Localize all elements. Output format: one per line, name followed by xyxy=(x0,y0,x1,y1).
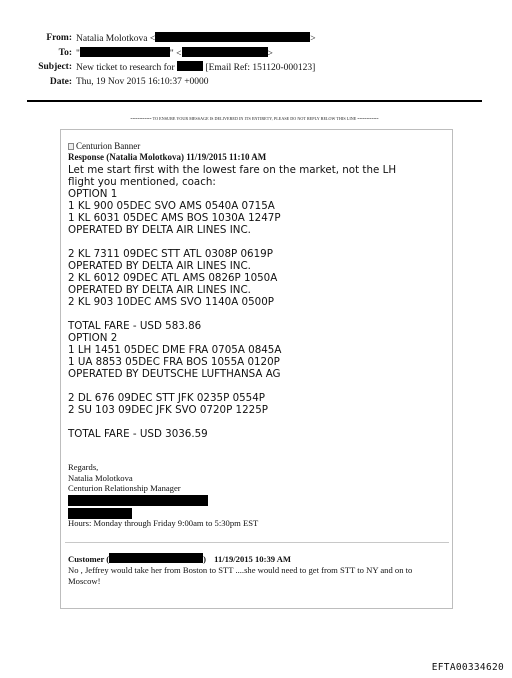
subject-label: Subject: xyxy=(38,62,72,72)
itinerary-body xyxy=(68,164,448,440)
itinerary-line: 2 SU 103 09DEC JFK SVO 0720P 1225P xyxy=(68,404,268,416)
message-box xyxy=(60,129,453,609)
message-separator xyxy=(65,542,449,543)
date-value: Thu, 19 Nov 2015 16:10:37 +0000 xyxy=(76,76,209,87)
centurion-banner xyxy=(68,141,140,151)
itinerary-line: 2 DL 676 09DEC STT JFK 0235P 0554P xyxy=(68,392,265,404)
customer-message: No , Jeffrey would take her from Boston to STT ....she would need to get from STT to NY and on to Moscow! xyxy=(68,565,413,586)
redaction-bar xyxy=(68,495,208,506)
redaction-bar xyxy=(182,47,268,57)
from-value xyxy=(76,32,316,47)
redaction-bar xyxy=(155,32,310,42)
redaction-bar xyxy=(80,47,170,57)
itinerary-line: 1 KL 900 05DEC SVO AMS 0540A 0715A xyxy=(68,200,275,212)
document-id: EFTA00334620 xyxy=(431,662,504,673)
date-row xyxy=(0,76,512,90)
response-header: Response (Natalia Molotkova) 11/19/2015 11:10 AM xyxy=(68,152,267,162)
to-value xyxy=(76,47,273,62)
itinerary-line xyxy=(68,308,448,320)
from-close: > xyxy=(310,34,316,44)
to-open: " xyxy=(76,48,80,59)
from-row xyxy=(0,32,512,47)
itinerary-line xyxy=(68,236,448,248)
signer-title: Centurion Relationship Manager xyxy=(68,483,181,493)
itinerary-line: 2 KL 7311 09DEC STT ATL 0308P 0619P xyxy=(68,248,273,260)
to-mid: " < xyxy=(169,48,182,59)
header-divider xyxy=(27,100,482,102)
itinerary-line: OPERATED BY DELTA AIR LINES INC. xyxy=(68,260,251,272)
itinerary-line: 1 LH 1451 05DEC DME FRA 0705A 0845A xyxy=(68,344,282,356)
itinerary-line xyxy=(68,380,448,392)
customer-label: Customer ( xyxy=(68,554,110,564)
itinerary-line xyxy=(68,416,448,428)
itinerary-line: TOTAL FARE - USD 583.86 xyxy=(68,320,202,332)
subject-text: New ticket to research for xyxy=(76,63,175,73)
itinerary-line: 2 KL 903 10DEC AMS SVO 1140A 0500P xyxy=(68,296,274,308)
signer-name: Natalia Molotkova xyxy=(68,472,133,483)
redaction-bar xyxy=(68,508,132,519)
itinerary-line: OPERATED BY DELTA AIR LINES INC. xyxy=(68,224,251,236)
subject-value xyxy=(76,61,315,76)
customer-header xyxy=(68,553,291,564)
regards: Regards, xyxy=(68,462,99,472)
from-label: From: xyxy=(46,33,72,43)
redaction-bar xyxy=(109,553,203,563)
reply-notice: ========= TO ENSURE YOUR MESSAGE IS DELIVERED IN ITS ENTIRETY, PLEASE DO NOT REPLY BELOW THIS LINE ========= xyxy=(130,116,379,121)
to-close: > xyxy=(267,48,273,59)
customer-timestamp: 11/19/2015 10:39 AM xyxy=(214,554,292,564)
itinerary-line: OPTION 1 xyxy=(68,188,118,200)
to-label: To: xyxy=(58,47,72,58)
to-row xyxy=(0,47,512,62)
customer-label-close: ) xyxy=(203,554,207,564)
itinerary-line: 2 KL 6012 09DEC ATL AMS 0826P 1050A xyxy=(68,272,278,284)
email-header xyxy=(0,32,512,89)
broken-image-icon xyxy=(68,143,74,150)
itinerary-line: 1 UA 8853 05DEC FRA BOS 1055A 0120P xyxy=(68,356,280,368)
hours: Hours: Monday through Friday 9:00am to 5:30pm EST xyxy=(68,518,259,528)
date-label: Date: xyxy=(49,76,72,87)
itinerary-line: flight you mentioned, coach: xyxy=(68,176,216,188)
banner-alt-text: Centurion Banner xyxy=(76,141,141,151)
subject-row xyxy=(0,61,512,76)
itinerary-line: OPERATED BY DEUTSCHE LUFTHANSA AG xyxy=(68,368,281,380)
itinerary-line: OPERATED BY DELTA AIR LINES INC. xyxy=(68,284,251,296)
itinerary-line: OPTION 2 xyxy=(68,332,118,344)
subject-ref: [Email Ref: 151120-000123] xyxy=(205,63,316,73)
itinerary-line: 1 KL 6031 05DEC AMS BOS 1030A 1247P xyxy=(68,212,281,224)
itinerary-line: TOTAL FARE - USD 3036.59 xyxy=(68,428,208,440)
redaction-bar xyxy=(177,61,203,71)
from-name: Natalia Molotkova < xyxy=(76,34,156,44)
signature xyxy=(68,462,208,519)
itinerary-line: Let me start first with the lowest fare on the market, not the LH xyxy=(68,164,397,176)
